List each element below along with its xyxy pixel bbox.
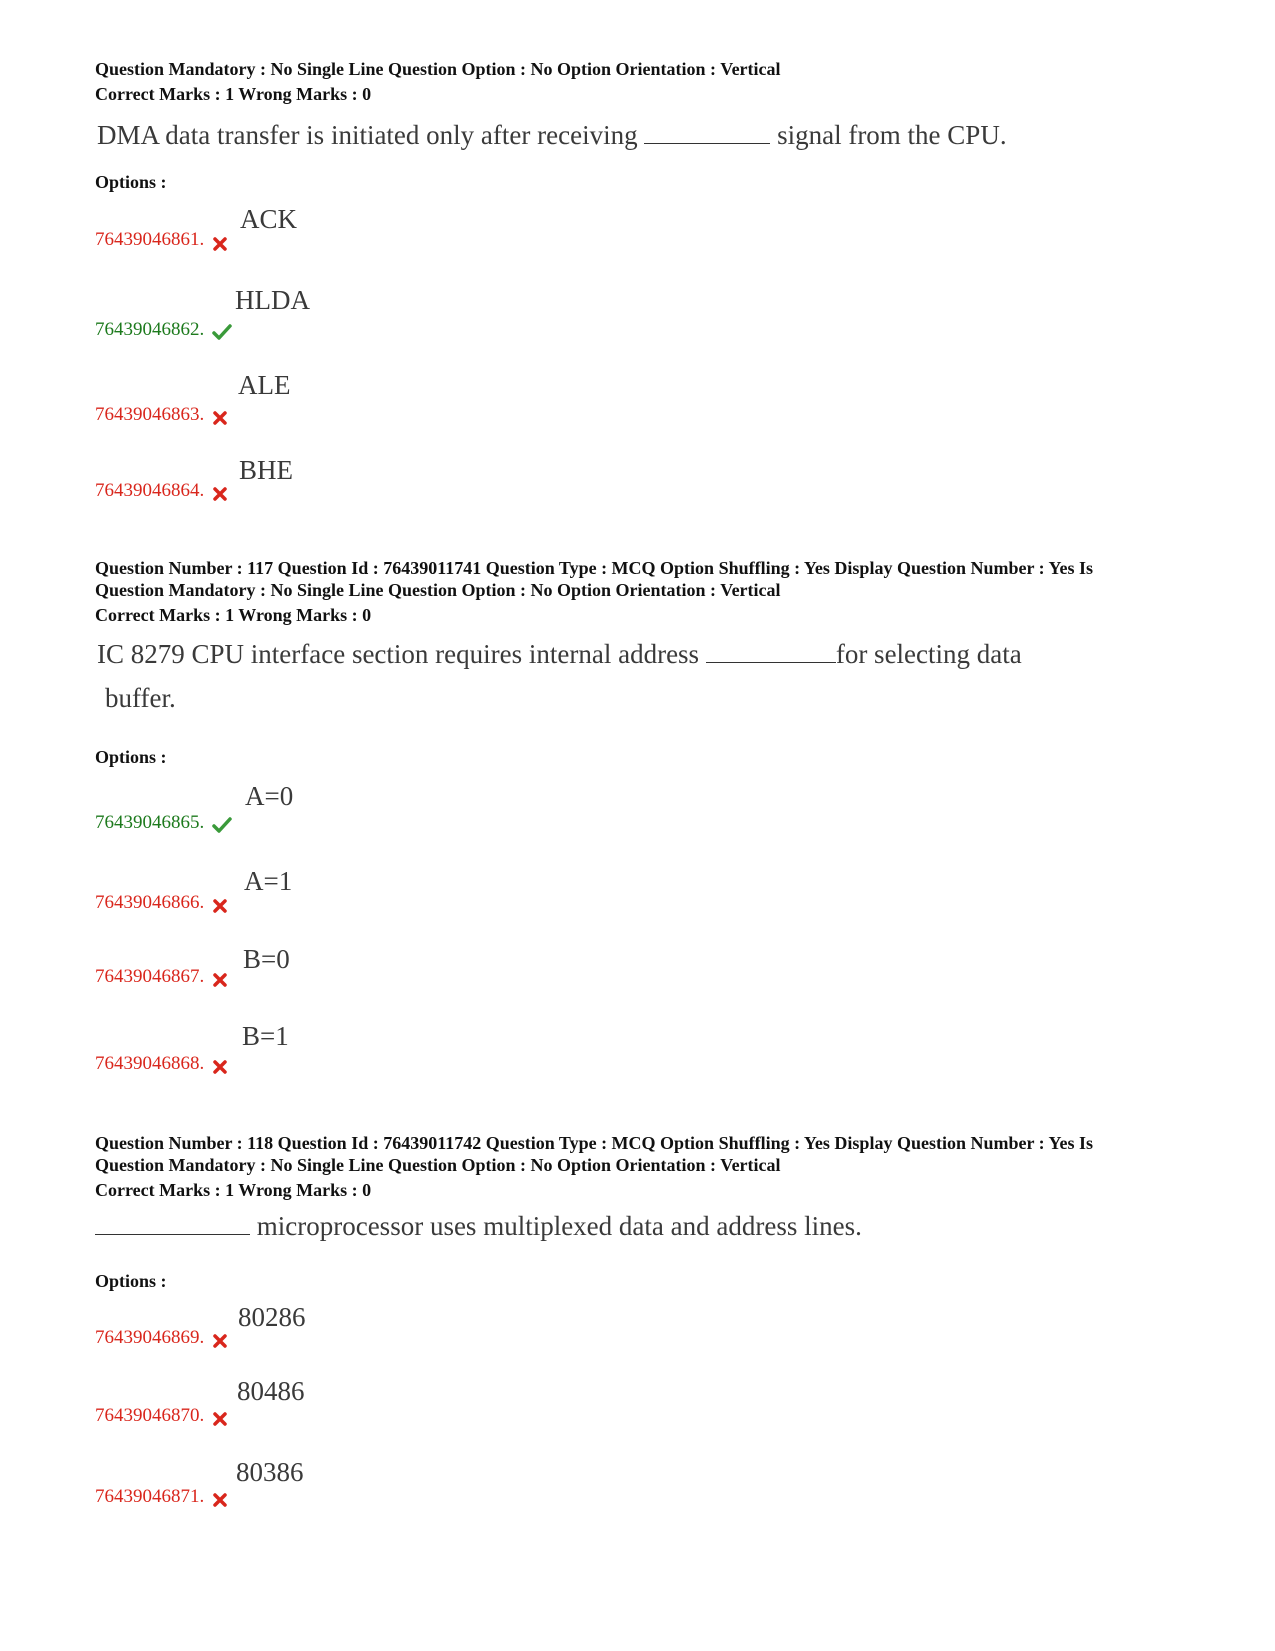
option-text: A=0 [245,781,294,811]
question-header-line: Question Number : 117 Question Id : 76439011741 Question Type : MCQ Option Shuffling : Yes Display Question Number : Yes Is [95,558,1093,578]
cross-icon [212,236,228,252]
option-text: 80286 [238,1302,306,1332]
option-text: B=1 [242,1021,289,1051]
option-text: ALE [238,370,291,400]
check-icon [212,817,232,833]
option-id: 76439046868. [95,1053,205,1074]
question-text-part1: DMA data transfer is initiated only after receiving [97,120,638,150]
option-id: 76439046866. [95,892,205,913]
question-marks-line: Correct Marks : 1 Wrong Marks : 0 [95,605,372,625]
question-text-line2: buffer. [105,683,176,713]
option-text: HLDA [235,285,310,315]
question-text-part2: signal from the CPU. [777,120,1007,150]
question-meta-line: Question Mandatory : No Single Line Question Option : No Option Orientation : Vertical [95,580,781,600]
question-text [95,1210,862,1242]
option-id: 76439046867. [95,966,205,987]
question-meta-line: Question Mandatory : No Single Line Question Option : No Option Orientation : Vertical [95,59,781,79]
cross-icon [212,1059,228,1075]
option-id: 76439046869. [95,1327,205,1348]
cross-icon [212,1492,228,1508]
question-header-line: Question Number : 118 Question Id : 76439011742 Question Type : MCQ Option Shuffling : Yes Display Question Number : Yes Is [95,1133,1093,1153]
options-label: Options : [95,172,167,192]
question-marks-line: Correct Marks : 1 Wrong Marks : 0 [95,1180,372,1200]
cross-icon [212,1333,228,1349]
question-text [97,119,1007,151]
cross-icon [212,972,228,988]
option-id: 76439046862. [95,319,205,340]
option-id: 76439046865. [95,812,205,833]
cross-icon [212,1411,228,1427]
options-label: Options : [95,747,167,767]
option-text: BHE [239,455,293,485]
cross-icon [212,486,228,502]
answer-blank [644,119,770,144]
option-id: 76439046870. [95,1405,205,1426]
answer-blank [95,1210,250,1235]
option-id: 76439046864. [95,480,205,501]
option-text: B=0 [243,944,290,974]
option-text: 80386 [236,1457,304,1487]
check-icon [212,324,232,340]
option-text: ACK [240,204,298,234]
option-id: 76439046861. [95,229,205,250]
question-marks-line: Correct Marks : 1 Wrong Marks : 0 [95,84,372,104]
cross-icon [212,410,228,426]
option-id: 76439046871. [95,1486,205,1507]
cross-icon [212,898,228,914]
question-text-part2: for selecting data [835,639,1022,669]
question-meta-line: Question Mandatory : No Single Line Question Option : No Option Orientation : Vertical [95,1155,781,1175]
answer-blank [706,638,836,663]
question-text [97,638,1022,670]
options-label: Options : [95,1271,167,1291]
question-text-part2: microprocessor uses multiplexed data and address lines. [256,1211,862,1241]
option-text: A=1 [244,866,293,896]
question-text-part1: IC 8279 CPU interface section requires internal address [97,639,700,669]
option-text: 80486 [237,1376,305,1406]
option-id: 76439046863. [95,404,205,425]
